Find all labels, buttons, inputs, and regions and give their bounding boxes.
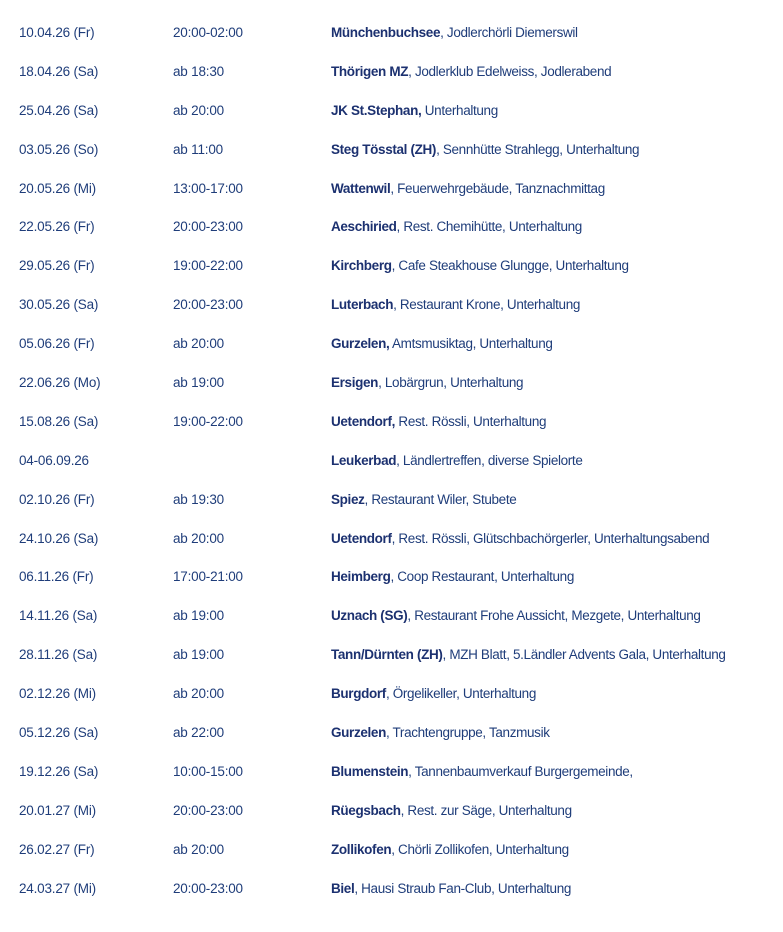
- event-date: 02.10.26 (Fr): [19, 491, 95, 507]
- event-detail: , Rest. zur Säge, Unterhaltung: [400, 802, 572, 818]
- event-date: 19.12.26 (Sa): [19, 763, 99, 779]
- event-date: 18.04.26 (Sa): [19, 63, 99, 79]
- event-place: Spiez: [331, 491, 365, 507]
- event-time: 17:00-21:00: [173, 569, 243, 585]
- event-time: 10:00-15:00: [173, 763, 243, 779]
- event-date: 04-06.09.26: [19, 452, 89, 468]
- event-detail: , Rest. Chemihütte, Unterhaltung: [396, 219, 582, 235]
- event-date: 24.03.27 (Mi): [19, 880, 96, 896]
- event-row: [0, 645, 783, 684]
- event-place: Kirchberg: [331, 258, 392, 274]
- event-date: 25.04.26 (Sa): [19, 102, 99, 118]
- event-description: [331, 140, 639, 160]
- event-detail: , Hausi Straub Fan-Club, Unterhaltung: [354, 880, 572, 896]
- event-date: 20.05.26 (Mi): [19, 180, 96, 196]
- event-time: ab 19:00: [173, 375, 224, 391]
- event-time: 20:00-23:00: [173, 297, 243, 313]
- event-detail: , Tannenbaumverkauf Burgergemeinde,: [408, 763, 633, 779]
- event-time: 19:00-22:00: [173, 258, 243, 274]
- event-detail: , Trachtengruppe, Tanzmusik: [385, 725, 550, 741]
- event-row: [0, 684, 783, 723]
- event-row: [0, 23, 783, 62]
- event-detail: , Jodlerklub Edelweiss, Jodlerabend: [408, 63, 612, 79]
- event-detail: Rest. Rössli, Unterhaltung: [395, 413, 547, 429]
- event-time: ab 22:00: [173, 725, 224, 741]
- event-row: [0, 373, 783, 412]
- event-time: ab 19:00: [173, 647, 224, 663]
- event-row: [0, 451, 783, 490]
- event-row: [0, 840, 783, 879]
- event-date: 05.12.26 (Sa): [19, 725, 99, 741]
- event-description: [331, 684, 536, 704]
- event-description: [331, 412, 546, 432]
- event-row: [0, 412, 783, 451]
- event-detail: , Örgelikeller, Unterhaltung: [385, 686, 536, 702]
- event-time: ab 18:30: [173, 63, 224, 79]
- event-place: Uetendorf: [331, 530, 392, 546]
- event-date: 06.11.26 (Fr): [19, 569, 94, 585]
- event-description: [331, 490, 516, 510]
- event-detail: Amtsmusiktag, Unterhaltung: [389, 336, 553, 352]
- event-date: 20.01.27 (Mi): [19, 802, 96, 818]
- event-date: 03.05.26 (So): [19, 141, 99, 157]
- event-place: Uetendorf,: [331, 413, 396, 429]
- event-date: 30.05.26 (Sa): [19, 297, 99, 313]
- event-place: Uznach (SG): [331, 608, 408, 624]
- event-description: [331, 373, 523, 393]
- event-date: 28.11.26 (Sa): [19, 647, 98, 663]
- event-time: ab 20:00: [173, 336, 224, 352]
- event-detail: , Cafe Steakhouse Glungge, Unterhaltung: [391, 258, 629, 274]
- event-date: 05.06.26 (Fr): [19, 336, 95, 352]
- event-detail: , Jodlerchörli Diemerswil: [440, 25, 578, 40]
- event-row: [0, 567, 783, 606]
- event-row: [0, 490, 783, 529]
- event-description: [331, 645, 726, 665]
- event-row: [0, 179, 783, 218]
- event-description: [331, 295, 580, 315]
- event-date: 29.05.26 (Fr): [19, 258, 95, 274]
- event-place: Biel: [331, 880, 355, 896]
- event-place: Heimberg: [331, 569, 391, 585]
- event-place: Steg Tösstal (ZH): [331, 141, 437, 157]
- event-detail: , MZH Blatt, 5.Ländler Advents Gala, Unterhaltung: [442, 647, 726, 663]
- event-description: [331, 256, 629, 276]
- event-detail: , Lobärgrun, Unterhaltung: [378, 375, 524, 391]
- event-place: Wattenwil: [331, 180, 391, 196]
- event-date: 26.02.27 (Fr): [19, 841, 95, 857]
- event-place: Burgdorf: [331, 686, 386, 702]
- event-date: 22.06.26 (Mo): [19, 375, 101, 391]
- event-description: [331, 723, 550, 743]
- event-place: Blumenstein: [331, 763, 409, 779]
- event-place: Rüegsbach: [331, 802, 401, 818]
- event-description: [331, 451, 583, 471]
- event-description: [331, 101, 498, 121]
- event-detail: Unterhaltung: [421, 102, 498, 118]
- event-row: [0, 256, 783, 295]
- event-row: [0, 801, 783, 840]
- event-date: 24.10.26 (Sa): [19, 530, 99, 546]
- event-description: [331, 567, 574, 587]
- event-date: 15.08.26 (Sa): [19, 413, 99, 429]
- event-row: [0, 879, 783, 918]
- event-time: ab 19:30: [173, 491, 224, 507]
- event-description: [331, 529, 709, 549]
- event-place: Gurzelen: [331, 725, 386, 741]
- event-date: 10.04.26 (Fr): [19, 25, 95, 40]
- event-row: [0, 606, 783, 645]
- event-place: Gurzelen,: [331, 336, 390, 352]
- event-row: [0, 762, 783, 801]
- event-description: [331, 179, 605, 199]
- event-time: 20:00-23:00: [173, 219, 243, 235]
- event-place: Luterbach: [331, 297, 394, 313]
- event-time: ab 20:00: [173, 102, 224, 118]
- event-description: [331, 334, 553, 354]
- event-description: [331, 606, 701, 626]
- event-place: Leukerbad: [331, 452, 397, 468]
- event-place: Tann/Dürnten (ZH): [331, 647, 443, 663]
- event-description: [331, 23, 578, 43]
- event-row: [0, 529, 783, 568]
- event-row: [0, 101, 783, 140]
- event-description: [331, 801, 572, 821]
- event-row: [0, 295, 783, 334]
- event-description: [331, 217, 582, 237]
- event-time: ab 20:00: [173, 686, 224, 702]
- event-time: 19:00-22:00: [173, 413, 243, 429]
- event-description: [331, 62, 611, 82]
- event-time: 20:00-23:00: [173, 880, 243, 896]
- event-row: [0, 140, 783, 179]
- event-detail: , Sennhütte Strahlegg, Unterhaltung: [436, 141, 640, 157]
- event-description: [331, 762, 633, 782]
- event-detail: , Ländlertreffen, diverse Spielorte: [396, 452, 583, 468]
- event-row: [0, 723, 783, 762]
- event-date: 22.05.26 (Fr): [19, 219, 95, 235]
- event-time: ab 20:00: [173, 841, 224, 857]
- event-time: 20:00-23:00: [173, 802, 243, 818]
- event-time: 20:00-02:00: [173, 25, 243, 40]
- event-detail: , Restaurant Krone, Unterhaltung: [393, 297, 581, 313]
- event-time: ab 19:00: [173, 608, 224, 624]
- event-detail: , Restaurant Wiler, Stubete: [364, 491, 517, 507]
- event-date: 02.12.26 (Mi): [19, 686, 96, 702]
- event-time: ab 11:00: [173, 141, 223, 157]
- event-place: Münchenbuchsee: [331, 25, 441, 40]
- event-row: [0, 334, 783, 373]
- event-place: Thörigen MZ: [331, 63, 409, 79]
- event-place: Aeschiried: [331, 219, 397, 235]
- event-time: 13:00-17:00: [173, 180, 243, 196]
- event-detail: , Restaurant Frohe Aussicht, Mezgete, Unterhaltung: [407, 608, 701, 624]
- event-description: [331, 840, 569, 860]
- event-place: JK St.Stephan,: [331, 102, 422, 118]
- event-detail: , Coop Restaurant, Unterhaltung: [390, 569, 574, 585]
- event-row: [0, 62, 783, 101]
- event-date: 14.11.26 (Sa): [19, 608, 98, 624]
- event-row: [0, 217, 783, 256]
- event-time: ab 20:00: [173, 530, 224, 546]
- event-detail: , Rest. Rössli, Glütschbachörgerler, Unterhaltungsabend: [391, 530, 710, 546]
- event-place: Ersigen: [331, 375, 379, 391]
- event-place: Zollikofen: [331, 841, 392, 857]
- event-detail: , Chörli Zollikofen, Unterhaltung: [391, 841, 569, 857]
- event-description: [331, 879, 571, 899]
- event-detail: , Feuerwehrgebäude, Tanznachmittag: [390, 180, 605, 196]
